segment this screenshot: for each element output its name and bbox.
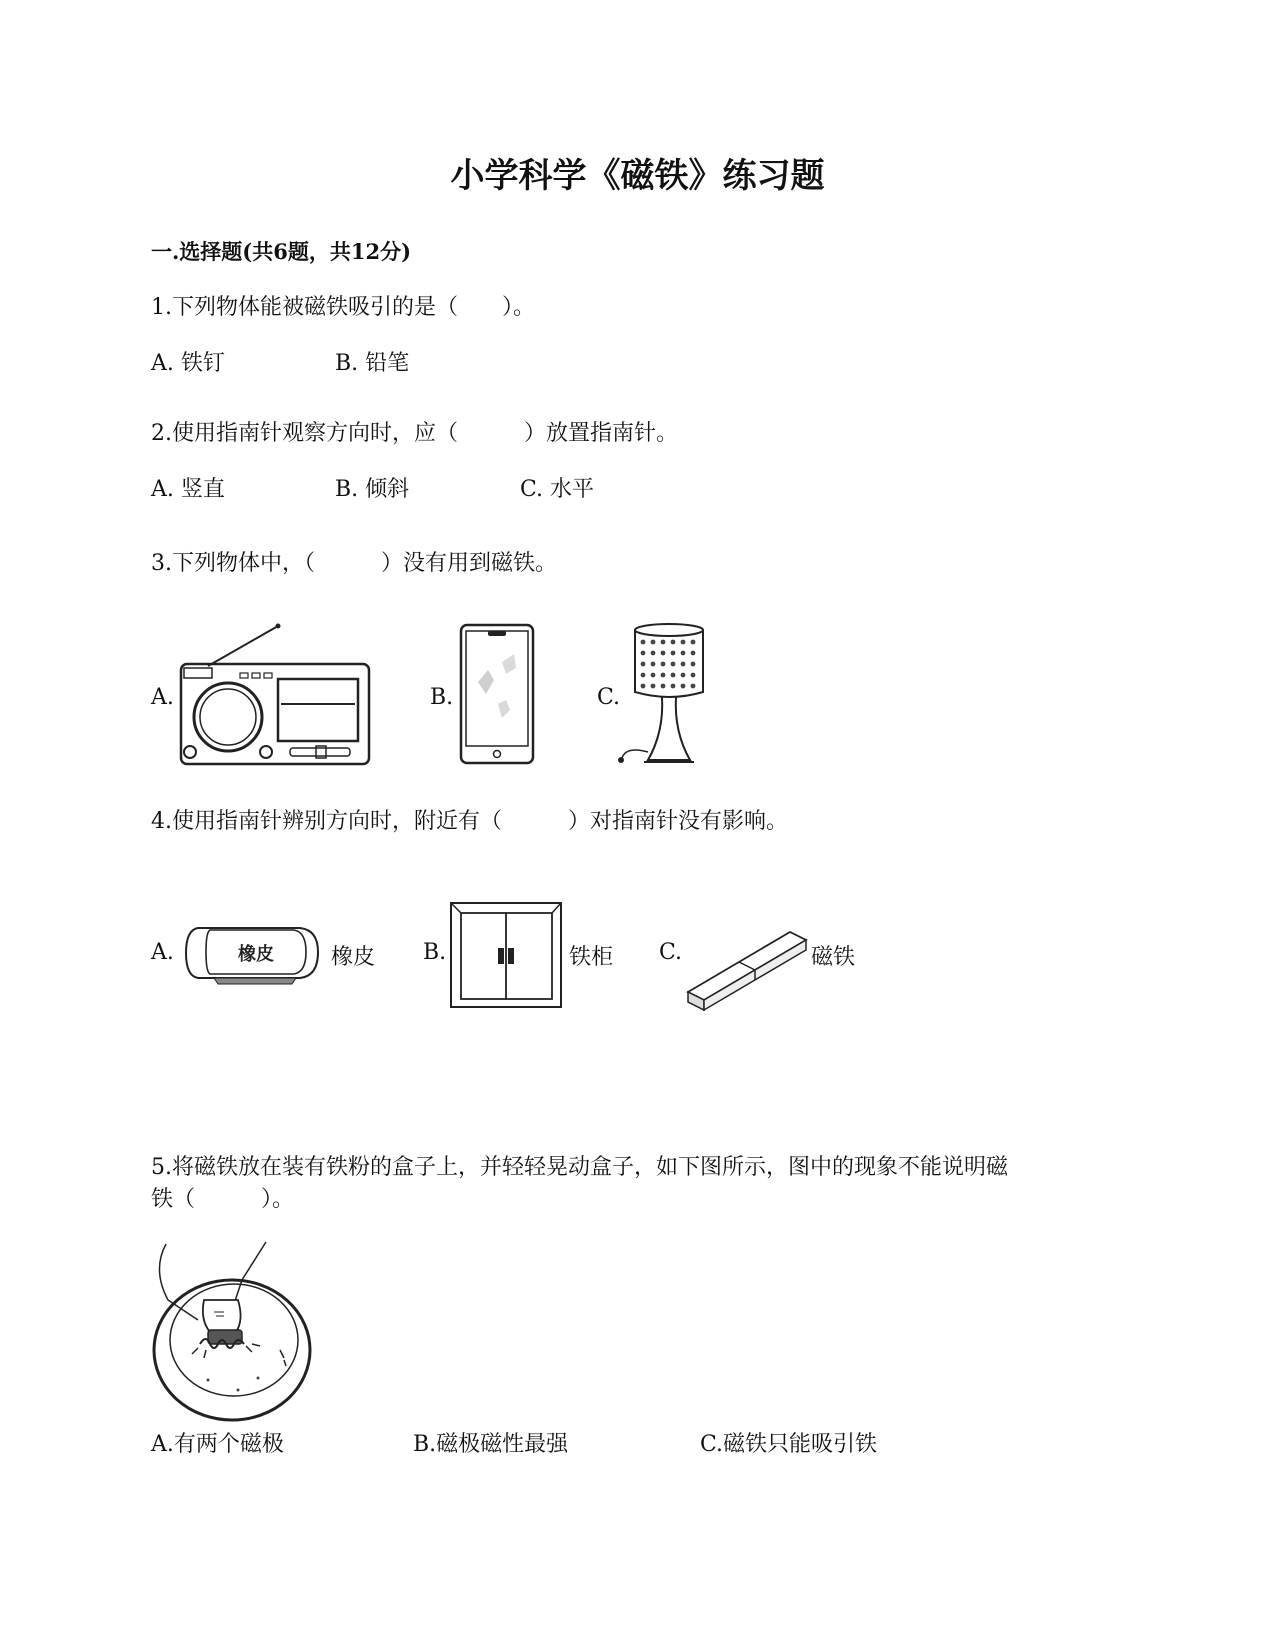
question-3-text: 3.下列物体中，（ ）没有用到磁铁。 (151, 551, 557, 576)
iron-cabinet-icon (448, 900, 564, 1012)
question-4-caption-a: 橡皮 (331, 945, 376, 970)
question-3-option-a: A. (151, 685, 174, 710)
smartphone-icon (458, 622, 536, 766)
question-4-option-c: C. (659, 940, 683, 965)
question-5-text-line-2: 铁（ ）。 (151, 1187, 295, 1212)
eraser-label: 橡皮 (238, 944, 274, 965)
question-5-option-a: A.有两个磁极 (151, 1432, 284, 1457)
question-1-text: 1.下列物体能被磁铁吸引的是（ ）。 (151, 295, 535, 320)
section-heading: 一.选择题(共6题，共12分) (151, 239, 412, 264)
question-3-option-c: C. (597, 685, 621, 710)
radio-icon (178, 622, 373, 767)
question-4-text: 4.使用指南针辨别方向时，附近有（ ）对指南针没有影响。 (151, 809, 788, 834)
question-2-option-b: B. 倾斜 (335, 477, 410, 502)
question-4-option-a: A. (151, 940, 174, 965)
question-5-text-line-1: 5.将磁铁放在装有铁粉的盒子上，并轻轻晃动盒子，如下图所示，图中的现象不能说明磁 (151, 1155, 1008, 1180)
question-3-option-b: B. (430, 685, 454, 710)
question-2-option-a: A. 竖直 (151, 477, 225, 502)
table-lamp-icon (614, 622, 714, 768)
question-1-option-a: A. 铁钉 (151, 351, 225, 376)
question-5-option-b: B.磁极磁性最强 (413, 1432, 569, 1457)
question-1-option-b: B. 铅笔 (335, 351, 410, 376)
magnet-iron-filings-icon (148, 1240, 314, 1426)
question-4-caption-b: 铁柜 (569, 945, 614, 970)
eraser-icon (184, 924, 320, 986)
question-4-option-b: B. (423, 940, 447, 965)
page-title: 小学科学《磁铁》练习题 (450, 156, 825, 196)
question-5-option-c: C.磁铁只能吸引铁 (700, 1432, 878, 1457)
question-2-text: 2.使用指南针观察方向时，应（ ）放置指南针。 (151, 421, 678, 446)
bar-magnet-icon (684, 926, 810, 1016)
question-4-caption-c: 磁铁 (811, 945, 856, 970)
question-2-option-c: C. 水平 (520, 477, 595, 502)
